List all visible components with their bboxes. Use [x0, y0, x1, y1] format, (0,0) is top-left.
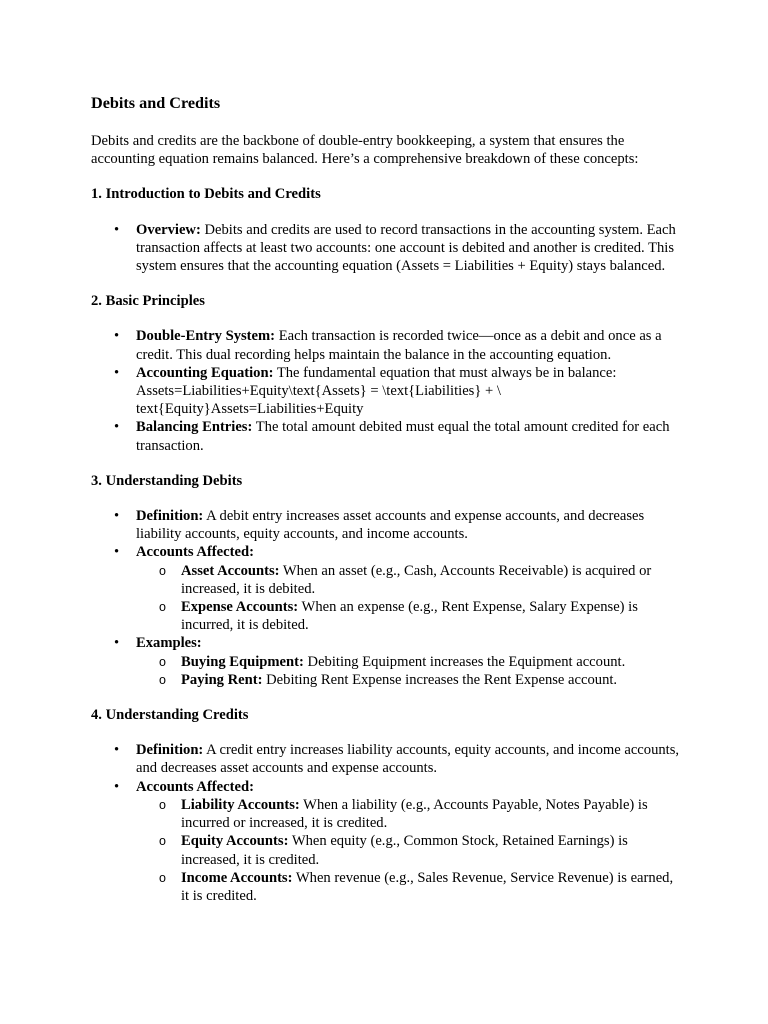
bullet-icon: • [114, 778, 120, 795]
bullet-icon: • [114, 508, 120, 525]
list-item [91, 634, 681, 689]
bullet-list [91, 741, 681, 905]
item-term: Definition: [136, 508, 204, 525]
bullet-icon: • [114, 544, 120, 561]
list-item [91, 778, 681, 905]
bullet-icon: • [114, 221, 120, 238]
item-text: A debit entry increases asset accounts and expense accounts, and decreases liability accounts, equity accounts, and income accounts. [136, 508, 645, 543]
sub-item-text: When equity (e.g., Common Stock, Retained Earnings) is increased, it is credited. [181, 833, 628, 868]
intro-paragraph: Debits and credits are the backbone of double-entry bookkeeping, a system that ensures the accounting equation remains balanced. Here’s a comprehensive breakdown of these concepts: [91, 133, 639, 168]
circle-bullet-icon: o [159, 563, 166, 578]
list-item [91, 221, 681, 276]
document-title: Debits and Credits [91, 94, 221, 112]
item-term: Accounts Affected: [136, 778, 254, 795]
section-heading: 3. Understanding Debits [91, 472, 243, 489]
item-text: Each transaction is recorded twice—once as a debit and once as a credit. This dual recording helps maintain the balance in the accounting equation. [136, 328, 662, 363]
sub-item-text: When an expense (e.g., Rent Expense, Salary Expense) is incurred, it is debited. [181, 599, 638, 634]
list-item [91, 418, 681, 454]
sub-item-term: Paying Rent: [181, 671, 263, 688]
item-term: Balancing Entries: [136, 419, 253, 436]
sub-bullet-list [136, 562, 681, 635]
sub-list-item [136, 671, 681, 689]
bullet-list [91, 327, 681, 454]
bullet-icon: • [114, 742, 120, 759]
sub-item-term: Equity Accounts: [181, 833, 289, 850]
sub-item-term: Asset Accounts: [181, 562, 280, 579]
item-text: A credit entry increases liability accounts, equity accounts, and income accounts, and decreases asset accounts and expense accounts. [136, 742, 680, 777]
list-item [91, 364, 681, 419]
sub-bullet-list [136, 653, 681, 689]
sub-item-term: Income Accounts: [181, 869, 293, 886]
sub-item-term: Buying Equipment: [181, 653, 304, 670]
sub-list-item [136, 562, 681, 598]
sub-list-item [136, 598, 681, 634]
circle-bullet-icon: o [159, 672, 166, 687]
item-text: The fundamental equation that must always be in balance: Assets=Liabilities+Equity\text{Assets} = \text{Liabilities} + \ text{Equity}Assets=Liabilities+Equity [136, 364, 617, 418]
bullet-icon: • [114, 328, 120, 345]
bullet-list [91, 507, 681, 689]
bullet-icon: • [114, 419, 120, 436]
sub-item-text: Debiting Rent Expense increases the Rent Expense account. [262, 671, 618, 688]
bullet-icon: • [114, 635, 120, 652]
bullet-icon: • [114, 364, 120, 381]
sub-list-item [136, 869, 681, 905]
item-text: Debits and credits are used to record transactions in the accounting system. Each transaction affects at least two accounts: one account is debited and another is credited. This system ensures that the accounting equation (Assets = Liabilities + Equity) stays balanced. [136, 221, 676, 275]
sub-item-text: When an asset (e.g., Cash, Accounts Receivable) is acquired or increased, it is debited. [181, 562, 652, 597]
sub-item-text: When revenue (e.g., Sales Revenue, Service Revenue) is earned, it is credited. [181, 869, 674, 904]
item-text: The total amount debited must equal the total amount credited for each transaction. [136, 419, 670, 454]
item-term: Accounts Affected: [136, 544, 254, 561]
item-term: Overview: [136, 221, 201, 238]
circle-bullet-icon: o [159, 834, 166, 849]
list-item [91, 543, 681, 634]
sub-list-item [136, 796, 681, 832]
section-heading: 1. Introduction to Debits and Credits [91, 186, 321, 203]
circle-bullet-icon: o [159, 870, 166, 885]
item-term: Definition: [136, 742, 204, 759]
sections-container [91, 185, 681, 905]
sub-list-item [136, 832, 681, 868]
item-term: Double-Entry System: [136, 328, 276, 345]
section-heading: 2. Basic Principles [91, 293, 205, 310]
sub-item-text: When a liability (e.g., Accounts Payable, Notes Payable) is incurred or increased, it is credited. [181, 796, 648, 832]
item-term: Examples: [136, 635, 202, 652]
circle-bullet-icon: o [159, 654, 166, 669]
section-heading: 4. Understanding Credits [91, 707, 249, 724]
sub-bullet-list [136, 796, 681, 905]
bullet-list [91, 221, 681, 276]
list-item [91, 741, 681, 777]
list-item [91, 507, 681, 543]
circle-bullet-icon: o [159, 797, 166, 812]
sub-item-term: Liability Accounts: [181, 796, 300, 813]
sub-list-item [136, 653, 681, 671]
circle-bullet-icon: o [159, 600, 166, 615]
sub-item-term: Expense Accounts: [181, 599, 299, 616]
document-page [91, 92, 681, 922]
list-item [91, 327, 681, 363]
sub-item-text: Debiting Equipment increases the Equipment account. [303, 653, 626, 670]
item-term: Accounting Equation: [136, 364, 274, 381]
